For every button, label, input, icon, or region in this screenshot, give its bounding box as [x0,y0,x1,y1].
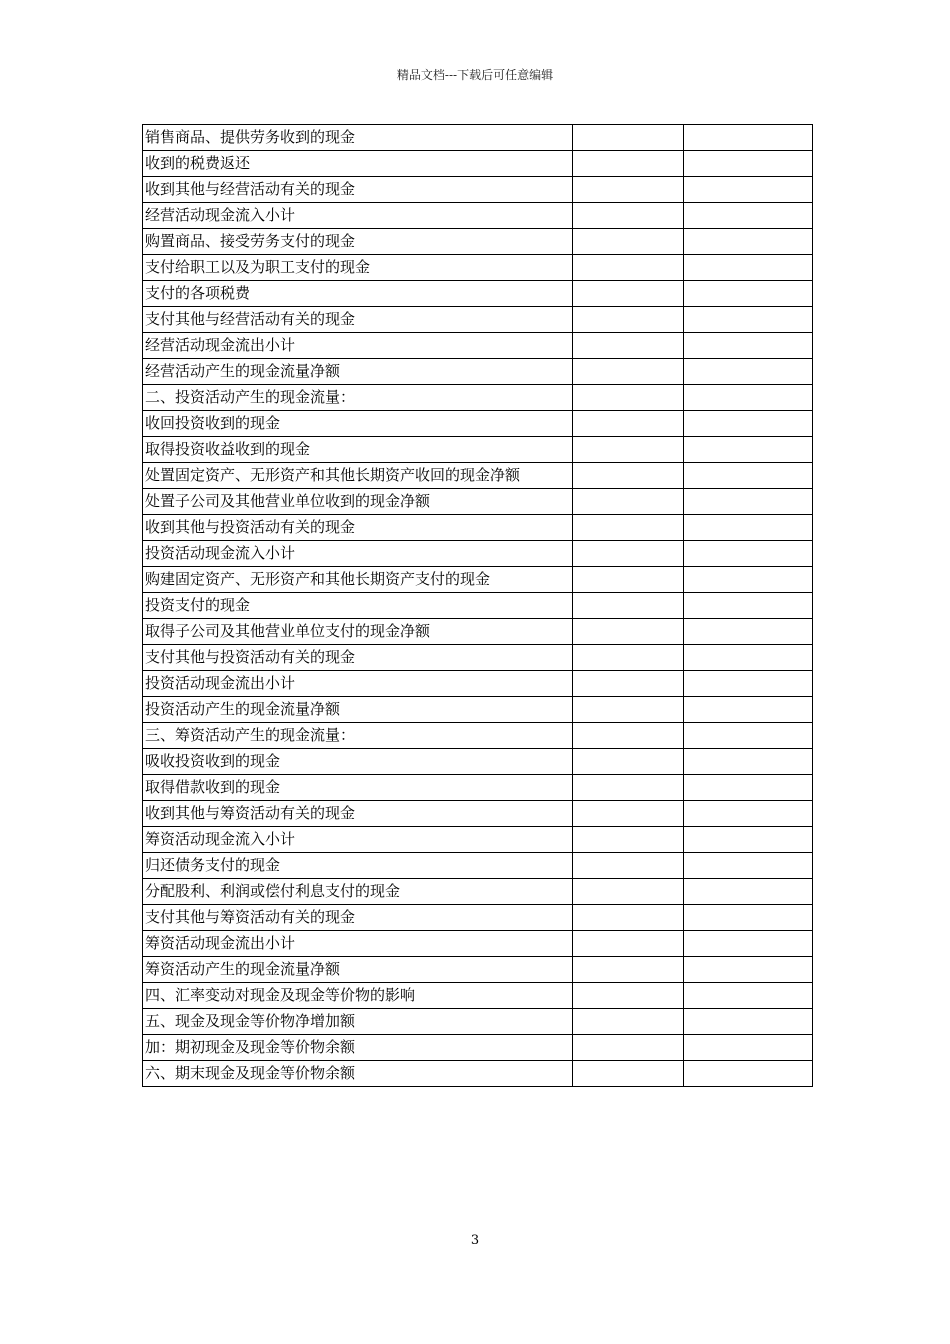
current-period-cell [573,541,684,567]
table-row [143,515,813,541]
row-label: 六、期末现金及现金等价物余额 [143,1061,573,1087]
table-row [143,749,813,775]
prior-period-cell [684,359,813,385]
prior-period-cell [684,697,813,723]
prior-period-cell [684,489,813,515]
table-row [143,567,813,593]
prior-period-cell [684,333,813,359]
current-period-cell [573,931,684,957]
row-label: 购置商品、接受劳务支付的现金 [143,229,573,255]
row-label: 五、现金及现金等价物净增加额 [143,1009,573,1035]
table-row [143,125,813,151]
table-row [143,645,813,671]
current-period-cell [573,125,684,151]
row-label: 取得借款收到的现金 [143,775,573,801]
current-period-cell [573,645,684,671]
row-label: 投资活动产生的现金流量净额 [143,697,573,723]
table-row [143,437,813,463]
cash-flow-table [142,124,813,1087]
current-period-cell [573,775,684,801]
current-period-cell [573,827,684,853]
row-label: 筹资活动产生的现金流量净额 [143,957,573,983]
prior-period-cell [684,593,813,619]
prior-period-cell [684,905,813,931]
prior-period-cell [684,801,813,827]
current-period-cell [573,905,684,931]
prior-period-cell [684,385,813,411]
table-row [143,1009,813,1035]
row-label: 支付其他与筹资活动有关的现金 [143,905,573,931]
table-row [143,853,813,879]
row-label: 处置子公司及其他营业单位收到的现金净额 [143,489,573,515]
current-period-cell [573,1009,684,1035]
prior-period-cell [684,645,813,671]
row-label: 购建固定资产、无形资产和其他长期资产支付的现金 [143,567,573,593]
current-period-cell [573,1035,684,1061]
prior-period-cell [684,931,813,957]
prior-period-cell [684,1061,813,1087]
row-label: 经营活动现金流入小计 [143,203,573,229]
row-label: 经营活动现金流出小计 [143,333,573,359]
current-period-cell [573,593,684,619]
table-row [143,1061,813,1087]
prior-period-cell [684,749,813,775]
prior-period-cell [684,983,813,1009]
page-number: 3 [470,1233,480,1248]
table-row [143,385,813,411]
row-label: 投资活动现金流出小计 [143,671,573,697]
row-label: 投资活动现金流入小计 [143,541,573,567]
table-row [143,905,813,931]
current-period-cell [573,879,684,905]
row-label: 收到的税费返还 [143,151,573,177]
row-label: 销售商品、提供劳务收到的现金 [143,125,573,151]
current-period-cell [573,671,684,697]
table-row [143,333,813,359]
prior-period-cell [684,281,813,307]
table-row [143,801,813,827]
row-label: 收到其他与经营活动有关的现金 [143,177,573,203]
current-period-cell [573,307,684,333]
current-period-cell [573,957,684,983]
prior-period-cell [684,515,813,541]
current-period-cell [573,255,684,281]
prior-period-cell [684,307,813,333]
current-period-cell [573,983,684,1009]
row-label: 支付的各项税费 [143,281,573,307]
prior-period-cell [684,229,813,255]
current-period-cell [573,749,684,775]
current-period-cell [573,567,684,593]
prior-period-cell [684,411,813,437]
table-row [143,307,813,333]
prior-period-cell [684,151,813,177]
prior-period-cell [684,567,813,593]
current-period-cell [573,697,684,723]
current-period-cell [573,801,684,827]
current-period-cell [573,619,684,645]
row-label: 四、汇率变动对现金及现金等价物的影响 [143,983,573,1009]
prior-period-cell [684,619,813,645]
row-label: 取得子公司及其他营业单位支付的现金净额 [143,619,573,645]
row-label: 收到其他与投资活动有关的现金 [143,515,573,541]
table-row [143,983,813,1009]
table-row [143,177,813,203]
row-label: 二、投资活动产生的现金流量： [143,385,573,411]
current-period-cell [573,411,684,437]
row-label: 分配股利、利润或偿付利息支付的现金 [143,879,573,905]
table-row [143,723,813,749]
prior-period-cell [684,203,813,229]
row-label: 取得投资收益收到的现金 [143,437,573,463]
table-row [143,593,813,619]
table-row [143,879,813,905]
current-period-cell [573,359,684,385]
prior-period-cell [684,125,813,151]
current-period-cell [573,229,684,255]
table-row [143,541,813,567]
current-period-cell [573,463,684,489]
current-period-cell [573,489,684,515]
table-row [143,775,813,801]
prior-period-cell [684,1035,813,1061]
row-label: 支付其他与投资活动有关的现金 [143,645,573,671]
row-label: 投资支付的现金 [143,593,573,619]
row-label: 归还债务支付的现金 [143,853,573,879]
current-period-cell [573,281,684,307]
row-label: 处置固定资产、无形资产和其他长期资产收回的现金净额 [143,463,573,489]
current-period-cell [573,177,684,203]
prior-period-cell [684,723,813,749]
current-period-cell [573,723,684,749]
row-label: 支付给职工以及为职工支付的现金 [143,255,573,281]
prior-period-cell [684,957,813,983]
current-period-cell [573,385,684,411]
current-period-cell [573,1061,684,1087]
table-row [143,619,813,645]
table-row [143,827,813,853]
prior-period-cell [684,437,813,463]
table-row [143,671,813,697]
table-row [143,229,813,255]
prior-period-cell [684,879,813,905]
table-row [143,203,813,229]
table-row [143,957,813,983]
page-header: 精品文档---下载后可任意编辑 [396,68,554,82]
row-label: 加：期初现金及现金等价物余额 [143,1035,573,1061]
row-label: 经营活动产生的现金流量净额 [143,359,573,385]
table-row [143,697,813,723]
prior-period-cell [684,671,813,697]
row-label: 筹资活动现金流出小计 [143,931,573,957]
prior-period-cell [684,827,813,853]
table-row [143,463,813,489]
table-row [143,1035,813,1061]
current-period-cell [573,151,684,177]
prior-period-cell [684,177,813,203]
table-row [143,281,813,307]
row-label: 筹资活动现金流入小计 [143,827,573,853]
prior-period-cell [684,1009,813,1035]
prior-period-cell [684,853,813,879]
row-label: 收回投资收到的现金 [143,411,573,437]
current-period-cell [573,853,684,879]
current-period-cell [573,515,684,541]
row-label: 吸收投资收到的现金 [143,749,573,775]
prior-period-cell [684,541,813,567]
row-label: 支付其他与经营活动有关的现金 [143,307,573,333]
table-row [143,151,813,177]
current-period-cell [573,333,684,359]
current-period-cell [573,437,684,463]
row-label: 收到其他与筹资活动有关的现金 [143,801,573,827]
prior-period-cell [684,775,813,801]
prior-period-cell [684,463,813,489]
row-label: 三、筹资活动产生的现金流量： [143,723,573,749]
table-row [143,489,813,515]
table-row [143,931,813,957]
current-period-cell [573,203,684,229]
table-row [143,359,813,385]
table-row [143,255,813,281]
table-row [143,411,813,437]
prior-period-cell [684,255,813,281]
